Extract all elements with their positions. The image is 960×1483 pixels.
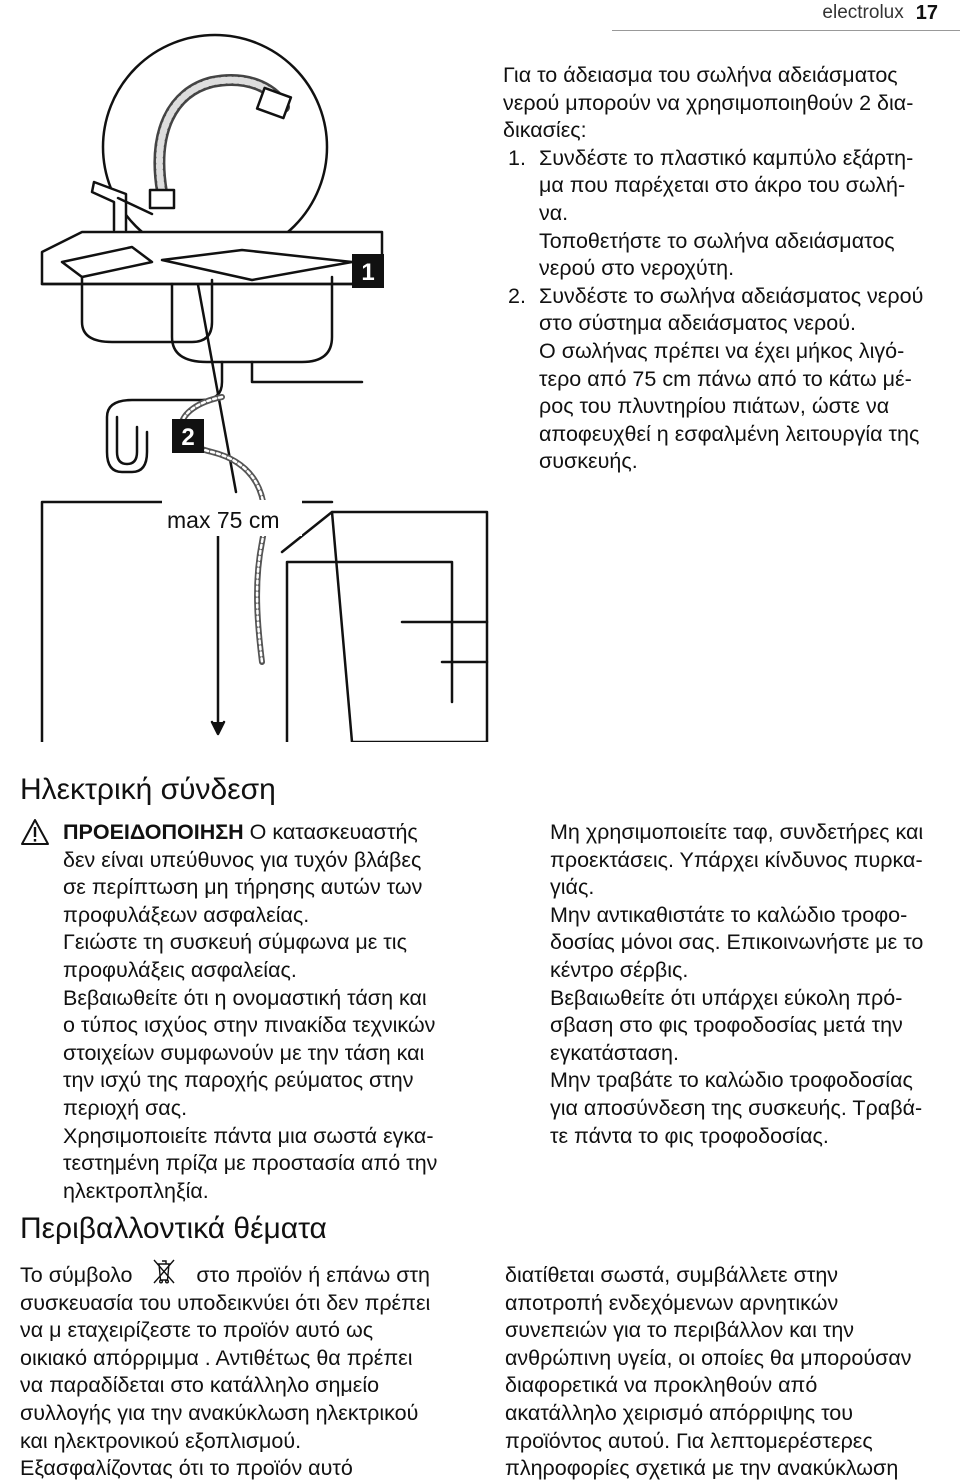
- brand-name: electrolux: [822, 2, 904, 23]
- warning-label: ΠΡΟΕΙΔΟΠΟΙΗΣΗ: [63, 820, 244, 844]
- page-number: 17: [915, 1, 938, 24]
- crossed-bin-icon: [138, 1264, 190, 1286]
- drain-instructions: [503, 62, 943, 476]
- environment-text-right: διατίθεται σωστά, συμβάλλετε στην αποτροπή ενδεχόμενων αρνητικών συνεπειών για το περιβάλλον και την ανθρώπινη υγεία, οι οποίες θα μπορούσαν διαφορετικά να προκληθούν από ακατάλληλο χειρισμό απόρριψης του προϊόντος αυτού. Για λεπτομερέστερες πληροφορίες σχετικά με την ανακύκλωση: [505, 1263, 912, 1481]
- callout-label-1: 1: [361, 259, 375, 286]
- cabinet: [282, 512, 487, 742]
- warning-icon: [20, 818, 50, 846]
- environment-text-left: Το σύμβολο στο προϊόν ή επάνω στη συσκευασία του υποδεικνύει ότι δεν πρέπει να μ εταχειρίζεστε το προϊόν αυτό ως οικιακό απόρριμμα . Αντιθέτως θα πρέπει να παραδίδεται στο κατάλληλο σημείο συλλογής για την ανακύκλωση ηλεκτρικού και ηλεκτρονικού εξοπλισμού. Εξασφαλίζοντας ότι το προϊόν αυτό: [20, 1262, 480, 1483]
- header-rule: [612, 30, 960, 31]
- height-label: max 75 cm: [167, 507, 280, 533]
- step-2: 2. Συνδέστε το σωλήνα αδειάσματος νερού στο σύστημα αδειάσματος νερού. Ο σωλήνας πρέπει να έχει μήκος λιγό- τερο από 75 cm πάνω από το κάτω μέ- ρος του πλυντηρίου πιάτων, ώστε να αποφευχθεί η εσφαλμένη λειτουργία της συσκευής.: [508, 283, 924, 474]
- electrical-warning: ΠΡΟΕΙΔΟΠΟΙΗΣΗ Ο κατασκευαστής δεν είναι υπεύθυνος για τυχόν βλάβες σε περίπτωση μη τήρησης αυτών των προφυλάξεων ασφαλείας. Γειώστε τη συσκευή σύμφωνα με τις προφυλάξεις ασφαλείας. Βεβαιωθείτε ότι η ονομαστική τάση και ο τύπος ισχύος στην πινακίδα τεχνικών στοιχείων συμφωνούν με την τάση και την ισχύ της παροχής ρεύματος στην περιοχή σας. Χρησιμοποιείτε πάντα μια σωστά εγκα- τεστημένη πρίζα με προστασία από την ηλεκτροπληξία.: [63, 820, 438, 1203]
- electrical-heading: Ηλεκτρική σύνδεση: [20, 773, 276, 806]
- drain-hose-illustration: [22, 22, 492, 742]
- drain-steps: [503, 145, 943, 476]
- drain-pipe: [107, 362, 222, 472]
- page-header: [822, 0, 938, 26]
- step-1: 1. Συνδέστε το πλαστικό καμπύλο εξάρτη- μα που παρέχεται στο άκρο του σωλή- να. Τοποθετήστε το σωλήνα αδειάσματος νερού στο νεροχύτη.: [508, 145, 914, 281]
- detail-circle: [103, 35, 327, 259]
- environment-heading: Περιβαλλοντικά θέματα: [20, 1212, 327, 1245]
- intro-lead: Για το άδειασμα του σωλήνα αδειάσματος νερού μπορούν να χρησιμοποιηθούν 2 δια- δικασίες:: [503, 63, 914, 143]
- faucet: [92, 182, 126, 230]
- electrical-warning-continued: Μη χρησιμοποιείτε ταφ, συνδετήρες και προεκτάσεις. Υπάρχει κίνδυνος πυρκα- γιάς. Μην αντικαθιστάτε το καλώδιο τροφο- δοσίας μόνοι σας. Επικοινωνήστε με το κέντρο σέρβις. Βεβαιωθείτε ότι υπάρχει εύκολη πρό- σβαση στο φις τροφοδοσίας μετά την εγκατάσταση. Μην τραβάτε το καλώδιο τροφοδοσίας για αποσύνδεση της συσκευής. Τραβά- τε πάντα το φις τροφοδοσίας.: [550, 820, 924, 1148]
- callout-label-2: 2: [181, 424, 195, 451]
